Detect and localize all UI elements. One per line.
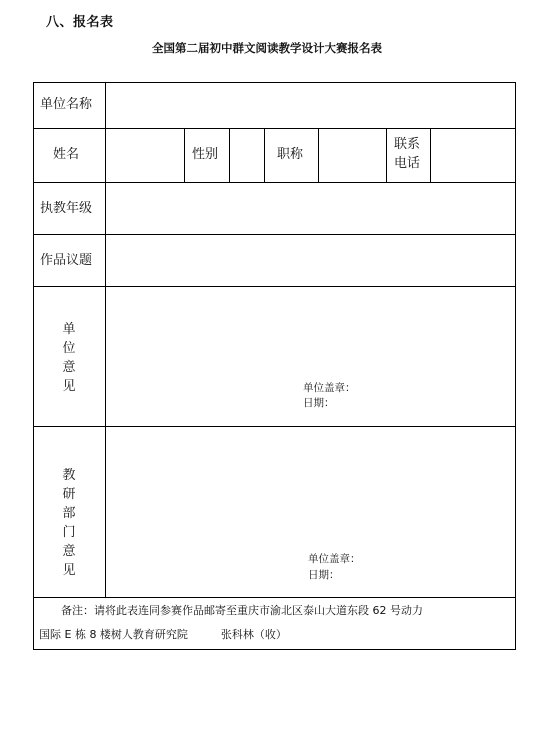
unit-seal-label: 单位盖章： [303,382,356,394]
dept-seal-label: 单位盖章： [308,553,361,565]
unit-opinion-label: 单位意见 [62,322,76,394]
row-divider [34,182,515,183]
topic-label: 作品议题 [40,253,93,268]
job-title-label: 职称 [277,147,304,162]
phone-field[interactable] [432,130,514,181]
row-divider [34,128,515,129]
topic-field[interactable] [107,236,513,285]
unit-name-field[interactable] [107,85,513,127]
column-divider [318,128,319,182]
phone-label-line1: 联系 [394,137,421,152]
grade-field[interactable] [107,184,513,233]
column-divider [184,128,185,182]
column-divider [229,128,230,182]
name-label: 姓名 [53,147,80,162]
unit-name-label: 单位名称 [40,97,93,112]
gender-field[interactable] [231,130,263,181]
job-title-field[interactable] [320,130,385,181]
row-divider [34,234,515,235]
label-column-divider [105,83,106,597]
name-field[interactable] [107,130,183,181]
dept-date-label: 日期： [308,569,340,581]
row-divider [34,426,515,427]
form-title: 全国第二届初中群文阅读教学设计大赛报名表 [152,41,382,55]
phone-label-line2: 电话 [394,156,421,171]
row-divider [34,597,515,598]
registration-form [33,82,516,650]
note-line2: 国际 E 栋 8 楼树人教育研究院 张科林（收） [39,628,287,641]
unit-date-label: 日期： [303,397,335,409]
column-divider [430,128,431,182]
note-line1: 备注：请将此表连同参赛作品邮寄至重庆市渝北区泰山大道东段 62 号动力 [61,604,423,617]
row-divider [34,286,515,287]
section-heading: 八、报名表 [46,15,114,30]
grade-label: 执教年级 [40,201,93,216]
dept-opinion-label: 教研部门意见 [62,468,76,578]
column-divider [264,128,265,182]
gender-label: 性别 [192,147,219,162]
column-divider [386,128,387,182]
